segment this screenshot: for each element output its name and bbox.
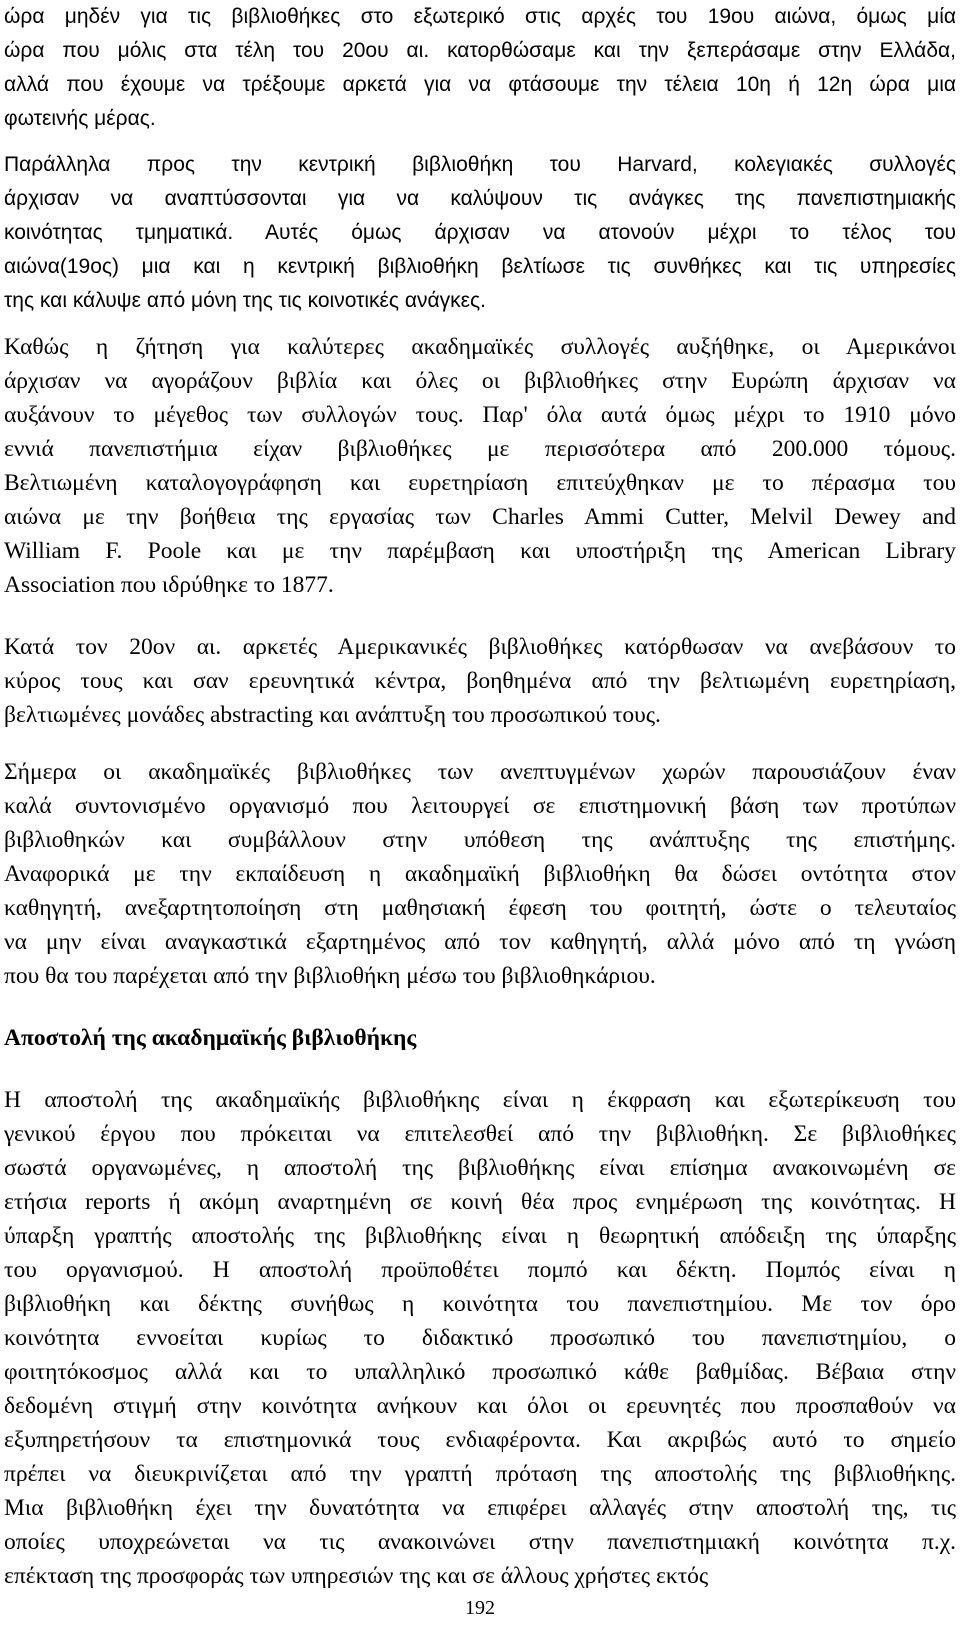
text-line: γενικού έργου που πρόκειται να επιτελεσθεί από την βιβλιοθήκη. Σε βιβλιοθήκες [4,1121,956,1147]
text-line: Καθώς η ζήτηση για καλύτερες ακαδημαϊκές συλλογές αυξήθηκε, οι Αμερικάνοι [4,334,956,360]
section-heading: Αποστολή της ακαδημαϊκής βιβλιοθήκης [4,1025,417,1051]
text-line: αυξάνουν το μέγεθος των συλλογών τους. Παρ' όλα αυτά όμως μέχρι το 1910 μόνο [4,402,956,428]
text-line: που θα του παρέχεται από την βιβλιοθήκη μέσω του βιβλιοθηκάριου. [4,963,656,989]
text-line: Παράλληλα προς την κεντρική βιβλιοθήκη του Harvard, κολεγιακές συλλογές [4,153,956,176]
text-line: Κατά τον 20ον αι. αρκετές Αμερικανικές βιβλιοθήκες κατόρθωσαν να ανεβάσουν το [4,634,956,660]
text-line: πρέπει να διευκρινίζεται από την γραπτή πρόταση της αποστολής της βιβλιοθήκης. [4,1461,956,1487]
text-line: να μην είναι αναγκαστικά εξαρτημένος από τον καθηγητή, αλλά μόνο από τη γνώση [4,929,956,955]
text-line: ώρα που μόλις στα τέλη του 20ου αι. κατορθώσαμε και την ξεπεράσαμε στην Ελλάδα, [4,39,956,62]
text-line: βιβλιοθήκη και δέκτης συνήθως η κοινότητα του πανεπιστημίου. Με τον όρο [4,1291,956,1317]
text-line: εννιά πανεπιστήμια είχαν βιβλιοθήκες με περισσότερα από 200.000 τόμους. [4,436,956,462]
text-line: ετήσια reports ή ακόμη αναρτημένη σε κοινή θέα προς ενημέρωση της κοινότητας. Η [4,1189,956,1215]
text-line: Βελτιωμένη καταλογογράφηση και ευρετηρίαση επιτεύχθηκαν με το πέρασμα του [4,470,956,496]
text-line: Σήμερα οι ακαδημαϊκές βιβλιοθήκες των ανεπτυγμένων χωρών παρουσιάζουν έναν [4,759,956,785]
text-line: φωτεινής μέρας. [4,107,156,130]
text-line: καθηγητή, ανεξαρτητοποίηση στη μαθησιακή έφεση του φοιτητή, ώστε ο τελευταίος [4,895,956,921]
text-line: κοινότητας τμηματικά. Αυτές όμως άρχισαν να ατονούν μέχρι το τέλος του [4,221,956,244]
text-line: Αναφορικά με την εκπαίδευση η ακαδημαϊκή βιβλιοθήκη θα δώσει οντότητα στον [4,861,956,887]
text-line: William F. Poole και με την παρέμβαση και υποστήριξη της American Library [4,538,956,564]
text-line: κοινότητα εννοείται κυρίως το διδακτικό προσωπικό του πανεπιστημίου, ο [4,1325,956,1351]
text-line: ώρα μηδέν για τις βιβλιοθήκες στο εξωτερικό στις αρχές του 19ου αιώνα, όμως μία [4,5,956,28]
text-line: βελτιωμένες μονάδες abstracting και ανάπτυξη του προσωπικού τους. [4,702,661,728]
text-line: επέκταση της προσφοράς των υπηρεσιών της και σε άλλους χρήστες εκτός [4,1563,709,1589]
text-line: Η αποστολή της ακαδημαϊκής βιβλιοθήκης είναι η έκφραση και εξωτερίκευση του [4,1087,956,1113]
text-line: οποίες υποχρεώνεται να τις ανακοινώνει στην πανεπιστημιακή κοινότητα π.χ. [4,1529,956,1555]
text-line: καλά συντονισμένο οργανισμό που λειτουργεί σε επιστημονική βάση των προτύπων [4,793,956,819]
text-line: αιώνα με την βοήθεια της εργασίας των Charles Ammi Cutter, Melvil Dewey and [4,504,956,530]
text-line: φοιτητόκοσμος αλλά και το υπαλληλικό προσωπικό κάθε βαθμίδας. Βέβαια στην [4,1359,956,1385]
text-line: αλλά που έχουμε να τρέξουμε αρκετά για να φτάσουμε την τέλεια 10η ή 12η ώρα μια [4,73,956,96]
text-line: εξυπηρετήσουν τα επιστημονικά τους ενδιαφέροντα. Και ακριβώς αυτό το σημείο [4,1427,956,1453]
text-line: Μια βιβλιοθήκη έχει την δυνατότητα να επιφέρει αλλαγές στην αποστολή της, τις [4,1495,956,1521]
page-number: 192 [465,1597,495,1619]
text-line: αιώνα(19ος) μια και η κεντρική βιβλιοθήκη βελτίωσε τις συνθήκες και τις υπηρεσίες [4,255,956,278]
text-line: δεδομένη στιγμή στην κοινότητα ανήκουν και όλοι οι ερευνητές που προσπαθούν να [4,1393,956,1419]
text-line: Association που ιδρύθηκε το 1877. [4,572,334,598]
text-line: κύρος τους και σαν ερευνητικά κέντρα, βοηθημένα από την βελτιωμένη ευρετηρίαση, [4,668,956,694]
text-line: της και κάλυψε από μόνη της τις κοινοτικές ανάγκες. [4,289,486,312]
text-line: άρχισαν να αναπτύσσονται για να καλύψουν τις ανάγκες της πανεπιστημιακής [4,187,956,210]
text-line: σωστά οργανωμένες, η αποστολή της βιβλιοθήκης είναι επίσημα ανακοινωμένη σε [4,1155,956,1181]
text-line: άρχισαν να αγοράζουν βιβλία και όλες οι βιβλιοθήκες στην Ευρώπη άρχισαν να [4,368,956,394]
text-line: βιβλιοθηκών και συμβάλλουν στην υπόθεση της ανάπτυξης της επιστήμης. [4,827,956,853]
text-line: του οργανισμού. Η αποστολή προϋποθέτει πομπό και δέκτη. Πομπός είναι η [4,1257,956,1283]
text-line: ύπαρξη γραπτής αποστολής της βιβλιοθήκης είναι η θεωρητική απόδειξη της ύπαρξης [4,1223,956,1249]
